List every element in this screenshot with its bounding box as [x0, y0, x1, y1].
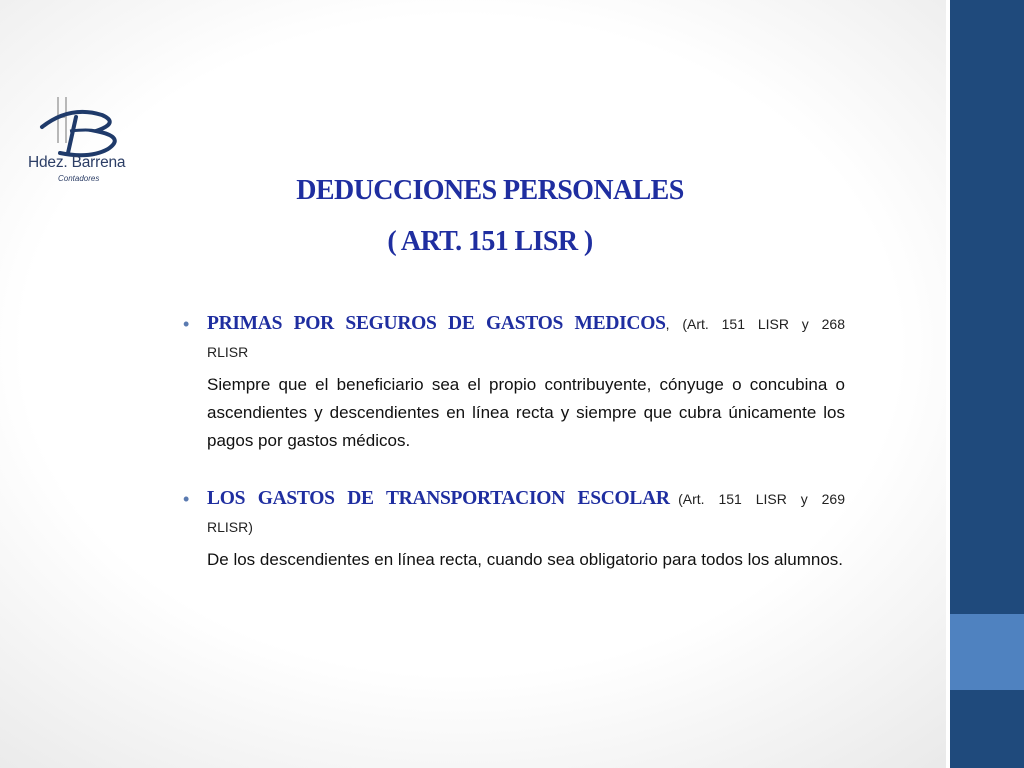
side-bar-accent [950, 614, 1024, 690]
item-heading-line [207, 310, 845, 339]
item-reference-cont: RLISR) [207, 519, 253, 535]
item-body: Siempre que el beneficiario sea el propio contribuyente, cónyuge o concubina o ascendientes y descendientes en línea recta y siempre que cubra únicamente los pagos por gastos médicos. [207, 375, 845, 450]
slide-subtitle: ( ART. 151 LISR ) [387, 226, 593, 257]
bullet-icon: • [183, 489, 190, 509]
list-item [183, 485, 845, 574]
list-item [183, 310, 845, 455]
logo-name: Hdez. Barrena [28, 154, 126, 171]
item-body: De los descendientes en línea recta, cuando sea obligatorio para todos los alumnos. [207, 550, 844, 569]
item-reference: (Art. 151 LISR y 269 [678, 491, 845, 507]
item-reference-cont: RLISR [207, 344, 249, 360]
item-heading: PRIMAS POR SEGUROS DE GASTOS MEDICOS [207, 313, 666, 334]
item-heading-line [207, 485, 845, 514]
logo-subtitle: Contadores [58, 174, 100, 183]
item-heading: LOS GASTOS DE TRANSPORTACION ESCOLAR [207, 488, 670, 509]
item-reference: , (Art. 151 LISR y 268 [665, 316, 845, 332]
slide-content [183, 310, 845, 574]
slide-title: DEDUCCIONES PERSONALES [296, 175, 684, 206]
bullet-icon: • [183, 314, 190, 334]
